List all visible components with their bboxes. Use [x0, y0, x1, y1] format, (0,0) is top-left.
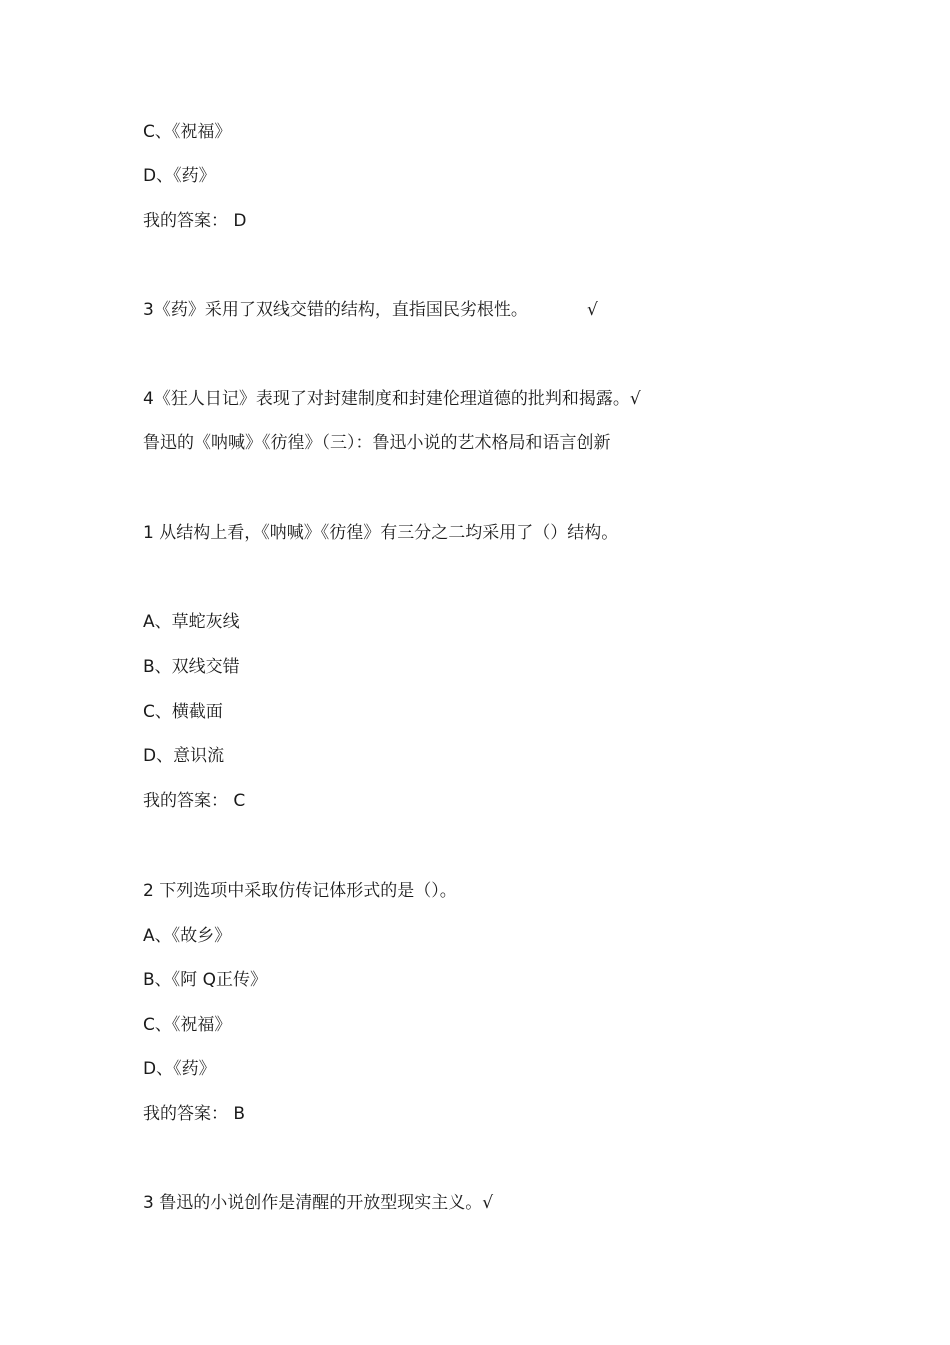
question-2-line: 2 下列选项中采取仿传记体形式的是（）。 [143, 881, 457, 901]
my-answer-line: 我的答案： D [143, 211, 247, 231]
option-c-line: C、《祝福》 [143, 1015, 232, 1035]
check-mark: √ [587, 300, 598, 320]
option-a-line: A、草蛇灰线 [143, 612, 240, 632]
section-heading: 鲁迅的《呐喊》《彷徨》（三）：鲁迅小说的艺术格局和语言创新 [143, 433, 611, 453]
my-answer-line: 我的答案： B [143, 1104, 246, 1124]
option-a-line: A、《故乡》 [143, 926, 232, 946]
question-4-line: 4《狂人日记》表现了对封建制度和封建伦理道德的批判和揭露。√ [143, 389, 641, 409]
option-d-line: D、《药》 [143, 1059, 216, 1079]
option-b-line: B、《阿 Q正传》 [143, 970, 267, 990]
question-3-line: 3 鲁迅的小说创作是清醒的开放型现实主义。√ [143, 1193, 494, 1213]
option-d-line: D、《药》 [143, 166, 216, 186]
option-c-line: C、《祝福》 [143, 122, 232, 142]
option-b-line: B、双线交错 [143, 657, 240, 677]
my-answer-line: 我的答案： C [143, 791, 246, 811]
question-3-line: 3《药》采用了双线交错的结构，直指国民劣根性。 [143, 300, 528, 320]
question-1-line: 1 从结构上看，《呐喊》《彷徨》有三分之二均采用了（）结构。 [143, 523, 619, 543]
option-c-line: C、横截面 [143, 702, 223, 722]
option-d-line: D、意识流 [143, 746, 225, 766]
